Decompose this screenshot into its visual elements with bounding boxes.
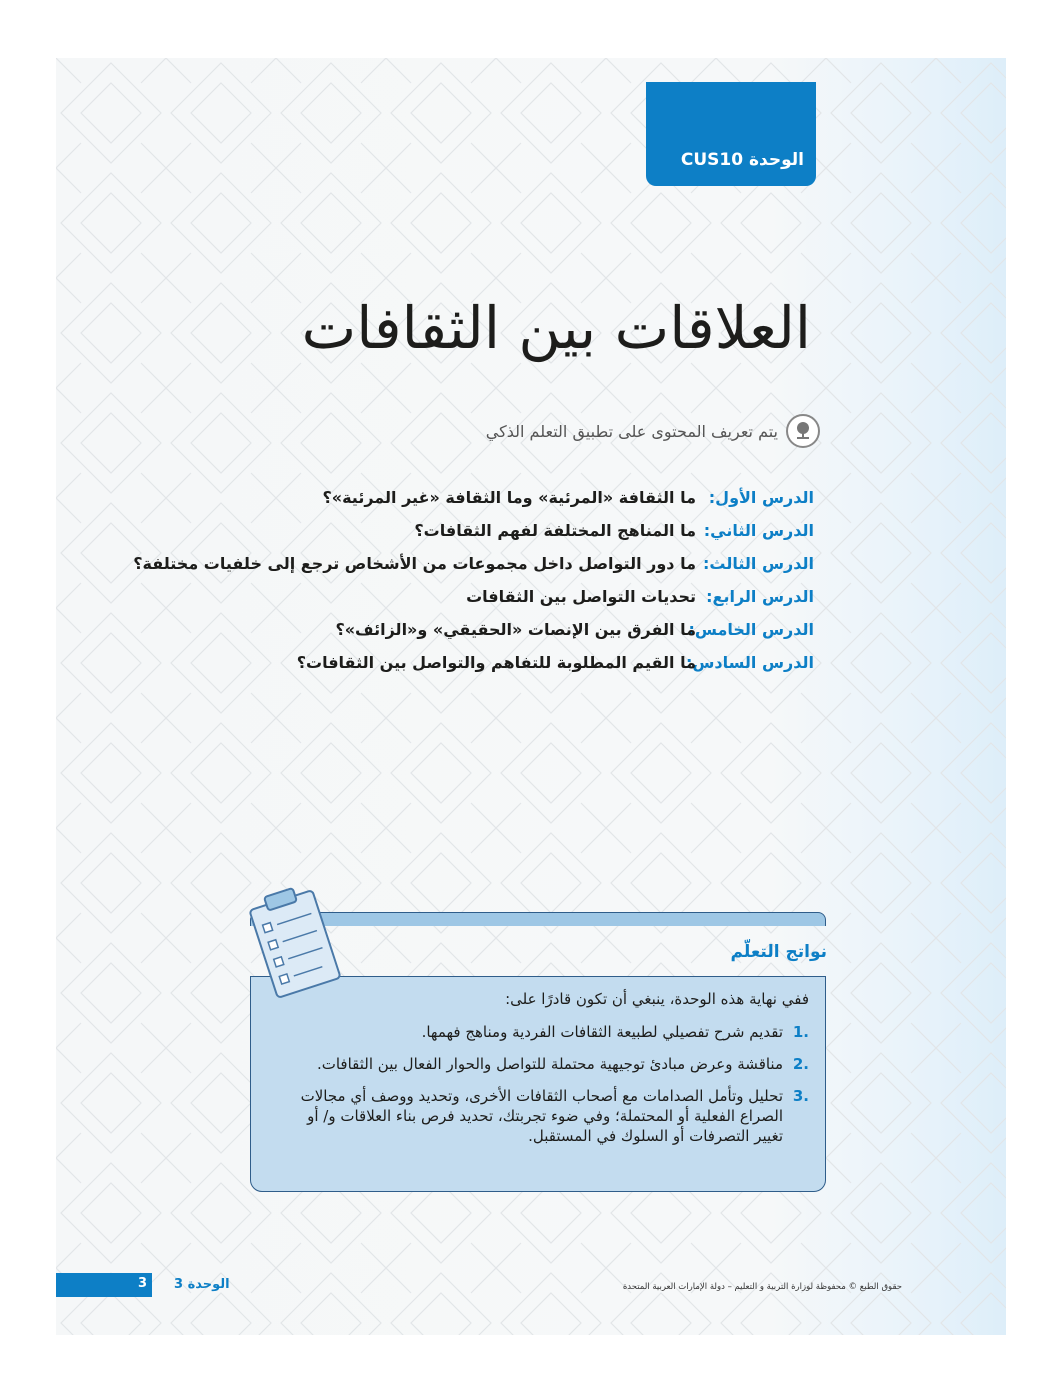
outcome-item [274, 1054, 809, 1074]
lesson-title: ما الثقافة «المرئية» وما الثقافة «غير المرئية»؟ [322, 488, 696, 507]
footer-unit-label: الوحدة 3 [174, 1277, 230, 1292]
lesson-item [133, 554, 814, 587]
outcome-item [274, 1086, 809, 1146]
page [56, 58, 1006, 1335]
outcome-item [274, 1022, 809, 1042]
lesson-title: تحديات التواصل بين الثقافات [466, 587, 696, 606]
learning-outcomes [242, 884, 827, 1204]
outcomes-title: نواتج التعلّم [730, 942, 827, 962]
lesson-label: الدرس الثالث: [703, 554, 814, 573]
smart-learning-note [486, 414, 820, 448]
lesson-title: ما الفرق بين الإنصات «الحقيقي» و«الزائف»؟ [335, 620, 696, 639]
page-number: 3 [138, 1276, 148, 1291]
smart-learning-text: يتم تعريف المحتوى على تطبيق التعلم الذكي [485, 421, 778, 441]
outcomes-list [274, 1022, 809, 1158]
lesson-label: الدرس الأول: [708, 488, 814, 507]
unit-tab [646, 82, 816, 186]
tree-logo-icon [786, 414, 820, 448]
lesson-item [133, 488, 814, 521]
outcome-text: تقديم شرح تفصيلي لطبيعة الثقافات الفردية ومناهج فهمها. [421, 1023, 783, 1041]
unit-tab-label: الوحدة CUS10 [680, 150, 804, 170]
outcome-number: .1 [792, 1023, 809, 1041]
outcome-number: .2 [792, 1055, 809, 1073]
outcome-text: تحليل وتأمل الصدامات مع أصحاب الثقافات الأخرى، وتحديد ووصف أي مجالات الصراع الفعلية أو المحتملة؛ وفي ضوء تجربتك، تحديد فرص بناء العلاقات و/ أو تغيير التصرفات أو السلوك في المستقبل. [300, 1087, 783, 1145]
outcome-text: مناقشة وعرض مبادئ توجيهية محتملة للتواصل والحوار الفعال بين الثقافات. [316, 1055, 783, 1073]
outcomes-intro: ففي نهاية هذه الوحدة، ينبغي أن تكون قادرًا على: [505, 990, 809, 1008]
lesson-label: الدرس الثاني: [703, 521, 814, 540]
lesson-item [133, 521, 814, 554]
lesson-title: ما القيم المطلوبة للتفاهم والتواصل بين الثقافات؟ [296, 653, 696, 672]
footer-copyright: حقوق الطبع © محفوظة لوزارة التربية و التعليم – دولة الإمارات العربية المتحدة [622, 1282, 902, 1292]
lesson-item [133, 587, 814, 620]
outcome-number: .3 [792, 1087, 809, 1105]
clipboard-icon [240, 884, 350, 1004]
lesson-label: الدرس الرابع: [706, 587, 814, 606]
lesson-item [133, 620, 814, 653]
lesson-label: الدرس الخامس: [688, 620, 814, 639]
lesson-title: ما دور التواصل داخل مجموعات من الأشخاص ترجع إلى خلفيات مختلفة؟ [133, 554, 696, 573]
lessons-list [133, 488, 814, 686]
lesson-title: ما المناهج المختلفة لفهم الثقافات؟ [414, 521, 696, 540]
lesson-label: الدرس السادس: [685, 653, 814, 672]
lesson-item [133, 653, 814, 686]
page-title: العلاقات بين الثقافات [301, 294, 811, 362]
